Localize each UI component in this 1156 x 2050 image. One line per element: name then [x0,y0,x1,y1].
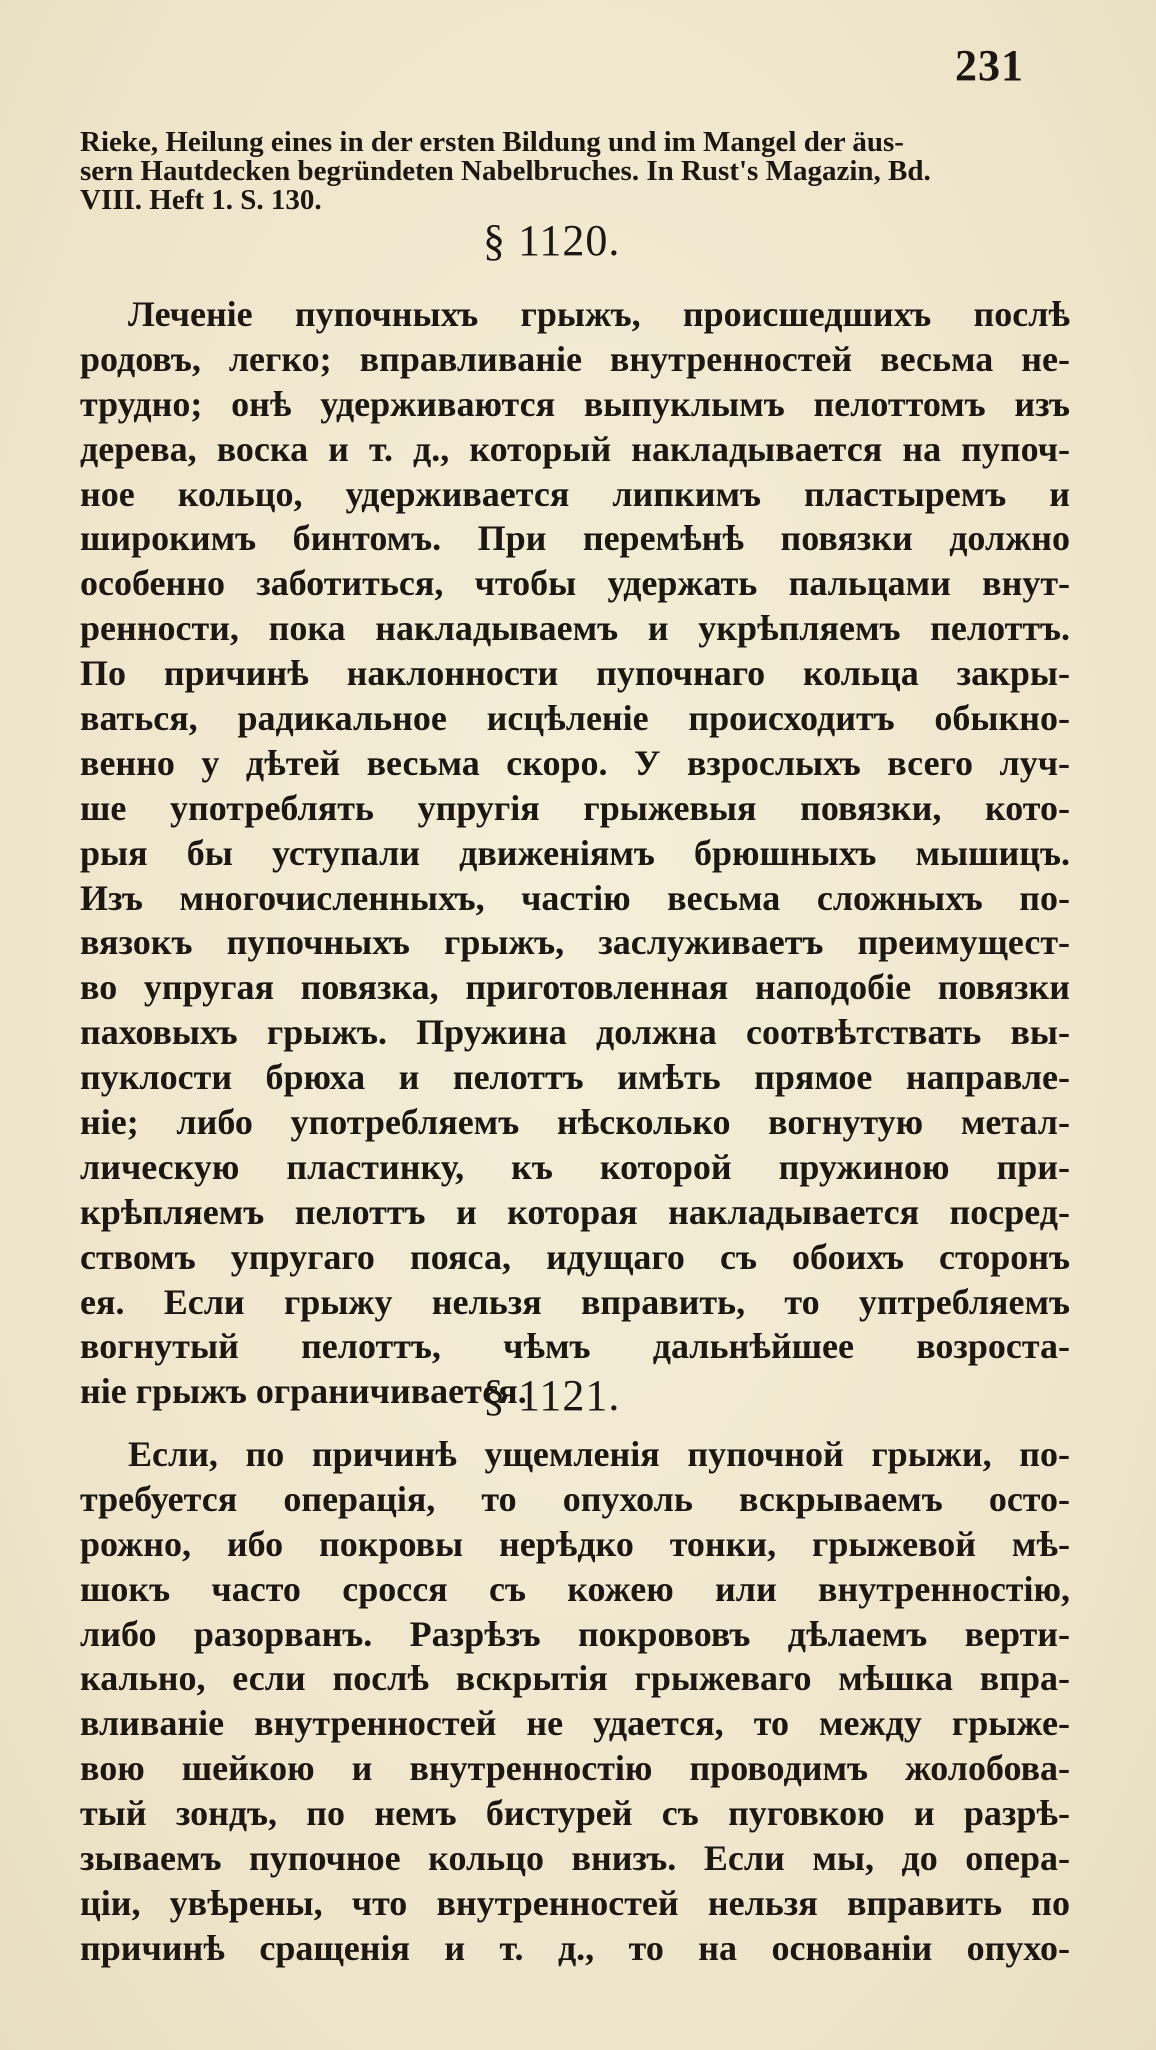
text-line: пуклости брюха и пелоттъ имѣть прямое направле- [80,1057,1070,1098]
text-line: Если, по причинѣ ущемленія пупочной грыжи, по- [128,1434,1070,1474]
text-line: вливаніе внутренностей не удается, то между грыже- [80,1703,1070,1744]
text-line: ше употреблять упругія грыжевыя повязки, кото- [80,787,1070,828]
text-line: венно у дѣтей весьма скоро. У взрослыхъ всего луч- [80,742,1070,783]
text-line: трудно; онѣ удерживаются выпуклымъ пелоттомъ изъ [80,383,1070,424]
text-line: вогнутый пелоттъ, чѣмъ дальнѣйшее возроста- [80,1326,1070,1367]
text-line: либо разорванъ. Разрѣзъ покрововъ дѣлаемъ верти- [80,1613,1070,1654]
text-line: вою шейкою и внутренностію проводимъ жолобова- [80,1748,1070,1789]
section-heading: § 1120. [483,216,621,265]
text-line: причинѣ сращенія и т. д., то на основаніи опухо- [80,1927,1070,1968]
text-line: ціи, увѣрены, что внутренностей нельзя вправить по [80,1882,1070,1923]
text-line: зываемъ пупочное кольцо внизъ. Если мы, до опера- [80,1838,1070,1879]
page-number: 231 [955,41,1024,90]
text-line: лическую пластинку, къ которой пружиною при- [80,1146,1070,1187]
section-body [80,292,1070,1414]
text-line: рожно, ибо покровы нерѣдко тонки, грыжевой мѣ- [80,1523,1070,1564]
text-line: особенно заботиться, чтобы удержать пальцами внут- [80,563,1070,604]
text-line: ваться, радикальное исцѣленіе происходитъ обыкно- [80,698,1070,739]
reference-line: sern Hautdecken begründeten Nabelbruches. In Rust's Magazin, Bd. [80,155,931,187]
text-line: рыя бы уступали движеніямъ брюшныхъ мышицъ. [80,832,1070,873]
text-line: во упругая повязка, приготовленная наподобіе повязки [80,967,1070,1008]
text-line: кально, если послѣ вскрытія грыжеваго мѣшка впра- [80,1658,1070,1699]
reference-line: VIII. Heft 1. S. 130. [80,184,322,216]
bibliographic-reference [80,128,1070,215]
text-line: требуется операція, то опухоль вскрываемъ осто- [80,1478,1070,1519]
section-heading: § 1121. [483,1371,621,1420]
text-line: родовъ, легко; вправливаніе внутренностей весьма не- [80,338,1070,379]
text-line: ствомъ упругаго пояса, идущаго съ обоихъ сторонъ [80,1236,1070,1277]
text-line: ніе; либо употребляемъ нѣсколько вогнутую метал- [80,1102,1070,1143]
text-line: ное кольцо, удерживается липкимъ пластыремъ и [80,473,1070,514]
text-line: паховыхъ грыжъ. Пружина должна соотвѣтствать вы- [80,1012,1070,1053]
reference-line: Rieke, Heilung eines in der ersten Bildung und im Mangel der äus- [80,126,904,158]
section-body [80,1432,1070,1971]
text-line: Леченіе пупочныхъ грыжъ, происшедшихъ послѣ [128,294,1070,334]
text-line: По причинѣ наклонности пупочнаго кольца закры- [80,653,1070,694]
text-line: ренности, пока накладываемъ и укрѣпляемъ пелоттъ. [80,608,1070,649]
text-line: ея. Если грыжу нельзя вправить, то уптребляемъ [80,1281,1070,1322]
text-line: дерева, воска и т. д., который накладывается на пупоч- [80,428,1070,469]
text-line: вязокъ пупочныхъ грыжъ, заслуживаетъ преимущест- [80,922,1070,963]
text-line: ніе грыжъ ограничивается. [80,1371,527,1412]
text-line: крѣпляемъ пелоттъ и которая накладывается посред- [80,1191,1070,1232]
text-line: широкимъ бинтомъ. При перемѣнѣ повязки должно [80,518,1070,559]
text-line: тый зондъ, по немъ бистурей съ пуговкою и разрѣ- [80,1793,1070,1834]
text-line: Изъ многочисленныхъ, частію весьма сложныхъ по- [80,877,1070,918]
text-line: шокъ часто сросся съ кожею или внутренностію, [80,1568,1070,1609]
